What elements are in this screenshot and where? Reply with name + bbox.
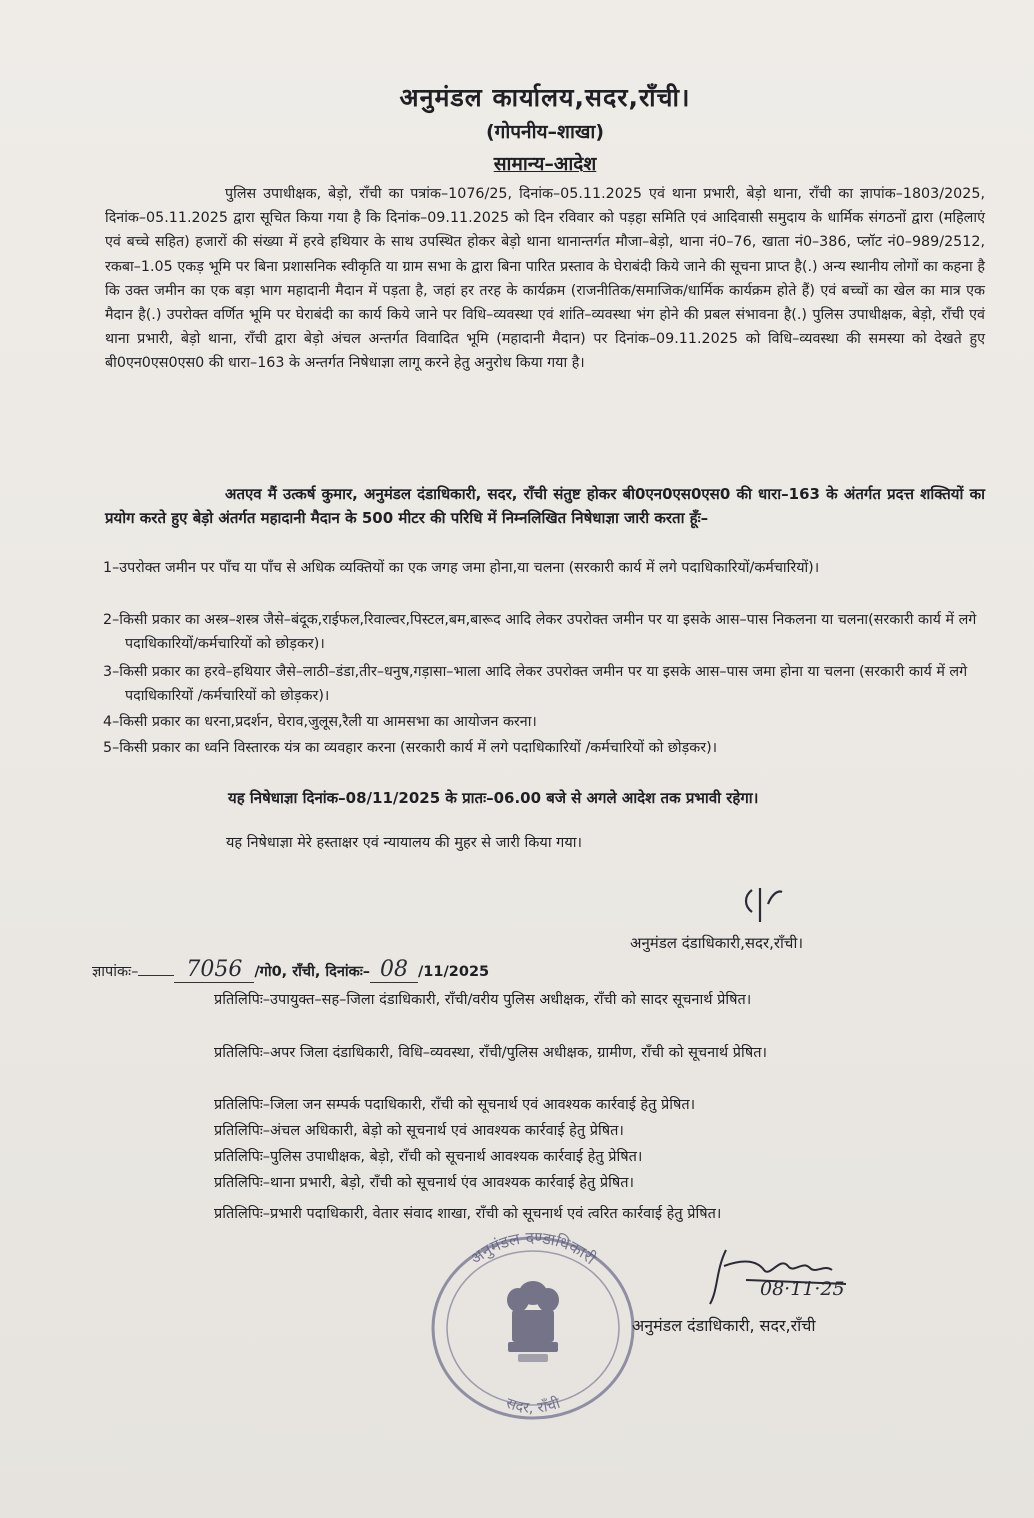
- copy-3: प्रतिलिपिः–जिला जन सम्पर्क पदाधिकारी, राँची को सूचनार्थ एवं आवश्यक कार्रवाई हेतु प्रेषित।: [214, 1097, 696, 1113]
- section-title: (गोपनीय–शाखा): [485, 121, 605, 143]
- prohibition-item-4: 4–किसी प्रकार का धरना,प्रदर्शन, घेराव,जुलूस,रैली या आमसभा का आयोजन करना।: [103, 714, 537, 730]
- prohibition-item-3: 3–किसी प्रकार का हरवे–हथियार जैसे–लाठी–डंडा,तीर–धनुष,गड़ासा–भाला आदि लेकर उपरोक्त जमीन पर या इसके आस–पास जमा होना या चलना (सरकारी कार्य में लगे पदाधिकारियों /कर्मचारियों को छोड़कर)।: [103, 664, 968, 704]
- memo-day: 08: [370, 957, 418, 983]
- effective-statement: यह निषेधाज्ञा दिनांक–08/11/2025 के प्रातः–06.00 बजे से अगले आदेश तक प्रभावी रहेगा।: [228, 789, 759, 807]
- issued-statement: यह निषेधाज्ञा मेरे हस्ताक्षर एवं न्यायालय की मुहर से जारी किया गया।: [226, 835, 583, 851]
- prohibition-item-5: 5–किसी प्रकार का ध्वनि विस्तारक यंत्र का व्यवहार करना (सरकारी कार्य में लगे पदाधिकारियों /कर्मचारियों को छोड़कर)।: [103, 740, 718, 756]
- signature-designation-2: अनुमंडल दंडाधिकारी, सदर,राँची: [632, 1316, 816, 1335]
- memo-line: [92, 957, 489, 983]
- svg-text:सदर, राँची: [504, 1394, 564, 1417]
- copy-6: प्रतिलिपिः–थाना प्रभारी, बेड़ो, राँची को सूचनार्थ एंव आवश्यक कार्रवाई हेतु प्रेषित।: [214, 1175, 634, 1191]
- order-title: सामान्य–आदेश: [493, 153, 597, 175]
- copy-4: प्रतिलिपिः–अंचल अधिकारी, बेड़ो को सूचनार्थ एवं आवश्यक कार्रवाई हेतु प्रेषित।: [214, 1123, 624, 1139]
- prohibition-item-1: 1–उपरोक्त जमीन पर पाँच या पाँच से अधिक व्यक्तियों का एक जगह जमा होना,या चलना (सरकारी कार्य में लगे पदाधिकारियों/कर्मचारियों)।: [103, 560, 820, 576]
- intro-paragraph: पुलिस उपाधीक्षक, बेड़ो, राँची का पत्रांक–1076/25, दिनांक–05.11.2025 एवं थाना प्रभारी, बेड़ो थाना, राँची का ज्ञापांक–1803/2025, दिनांक–05.11.2025 द्वारा सूचित किया गया है कि दिनांक–09.11.2025 को दिन रविवार को पड़हा समिति एवं आदिवासी समुदाय के धार्मिक संगठनों द्वारा (महिलाएं एवं बच्चे सहित) हजारों की संख्या में हरवे हथियार के साथ उपस्थित होकर बेड़ो थाना थानान्तर्गत मौजा–बेड़ो, थाना नं0–76, खाता नं0–386, प्लॉट नं0–989/2512, रकबा–1.05 एकड़ भूमि पर बिना प्रशासनिक स्वीकृति या ग्राम सभा के द्वारा बिना पारित प्रस्ताव के घेराबंदी किये जाने की सूचना प्राप्त है(.) अन्य स्थानीय लोगों का कहना है कि उक्त जमीन का एक बड़ा भाग महादानी मैदान में पड़ता है, जहां हर तरह के कार्यक्रम (राजनीतिक/समाजिक/धार्मिक कार्यक्रम होते हैं) एवं बच्चों का खेल का मात्र एक मैदान है(.) उपरोक्त वर्णित भूमि पर घेराबंदी का कार्य किये जाने पर विधि–व्यवस्था एवं शांति–व्यवस्था भंग होने की प्रबल संभावना है(.) पुलिस उपाधीक्षक, बेड़ो, राँची एवं थाना प्रभारी, बेड़ो थाना, राँची द्वारा बेड़ो अंचल अन्तर्गत विवादित भूमि (महादानी मैदान) पर दिनांक–09.11.2025 को विधि–व्यवस्था की समस्या को देखते हुए बी0एन0एस0एस0 की धारा–163 के अन्तर्गत निषेधाज्ञा लागू करने हेतु अनुरोध किया गया है।: [105, 186, 985, 372]
- memo-middle: /गो0, राँची, दिनांकः–: [254, 964, 370, 980]
- memo-number: 7056: [174, 957, 254, 983]
- copy-5: प्रतिलिपिः–पुलिस उपाधीक्षक, बेड़ो, राँची को सूचनार्थ आवश्यक कार्रवाई हेतु प्रेषित।: [214, 1149, 643, 1165]
- prohibition-item-2: 2–किसी प्रकार का अस्त्र–शस्त्र जैसे–बंदूक,राईफल,रिवाल्वर,पिस्टल,बम,बारूद आदि लेकर उपरोक्त जमीन पर या इसके आस–पास निकलना या चलना(सरकारी कार्य में लगे पदाधिकारियों/कर्मचारियों को छोड़कर)।: [103, 612, 977, 652]
- copy-2: प्रतिलिपिः–अपर जिला दंडाधिकारी, विधि–व्यवस्था, राँची/पुलिस अधीक्षक, ग्रामीण, राँची को सूचनार्थ प्रेषित।: [214, 1045, 767, 1061]
- seal-top-text: अनुमंडल दण्डाधिकारी: [466, 1227, 600, 1269]
- memo-label: ज्ञापांकः–: [92, 964, 139, 980]
- copy-1: प्रतिलिपिः–उपायुक्त–सह–जिला दंडाधिकारी, राँची/वरीय पुलिस अधीक्षक, राँची को सादर सूचनार्थ प्रेषित।: [214, 992, 752, 1008]
- official-seal: [418, 1218, 648, 1423]
- memo-rest: /11/2025: [418, 964, 490, 980]
- office-title: अनुमंडल कार्यालय,सदर,राँची।: [399, 83, 691, 112]
- copy-7: प्रतिलिपिः–प्रभारी पदाधिकारी, वेतार संवाद शाखा, राँची को सूचनार्थ एवं त्वरित कार्रवाई हेतु प्रेषित।: [214, 1206, 722, 1222]
- decision-paragraph: अतएव मैं उत्कर्ष कुमार, अनुमंडल दंडाधिकारी, सदर, राँची संतुष्ट होकर बी0एन0एस0एस0 की धारा–163 के अंतर्गत प्रदत्त शक्तियों का प्रयोग करते हुए बेड़ो अंतर्गत महादानी मैदान के 500 मीटर की परिधि में निम्नलिखित निषेधाज्ञा जारी करता हूँः–: [105, 485, 985, 527]
- seal-bottom-text: सदर, राँची: [503, 1393, 563, 1417]
- signature-date: 08·11·25: [760, 1278, 845, 1300]
- signature-mark: [738, 882, 798, 932]
- signature-designation-1: अनुमंडल दंडाधिकारी,सदर,राँची।: [630, 934, 804, 952]
